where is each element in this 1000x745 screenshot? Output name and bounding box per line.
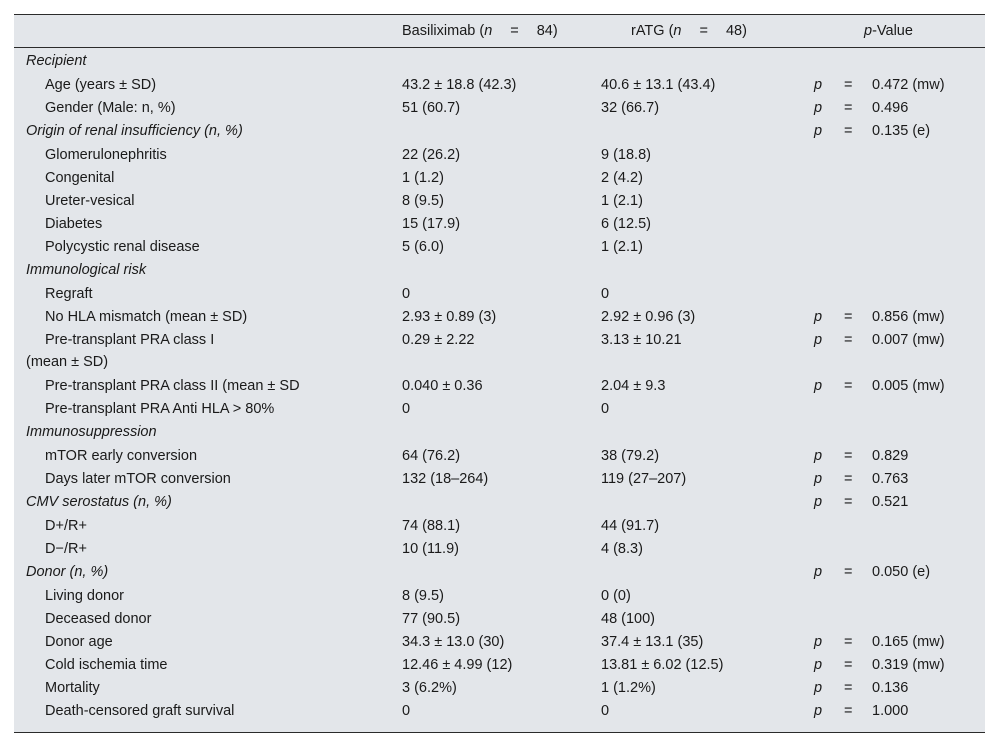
table-row bbox=[14, 654, 985, 677]
section-row bbox=[14, 50, 985, 73]
row-label: Diabetes bbox=[45, 216, 103, 232]
p-value-cell: 0.829 bbox=[872, 448, 909, 464]
header-basiliximab-count: 84) bbox=[536, 23, 558, 39]
row-label: Regraft bbox=[45, 286, 93, 302]
p-symbol: p bbox=[814, 634, 823, 650]
table-row bbox=[14, 538, 985, 561]
row-label: Death-censored graft survival bbox=[45, 703, 235, 719]
header-ratg bbox=[631, 22, 747, 40]
section-row bbox=[14, 421, 985, 444]
p-equals: = bbox=[844, 123, 853, 139]
table-row bbox=[14, 585, 985, 608]
p-equals: = bbox=[844, 680, 853, 696]
section-label: Donor (n, %) bbox=[26, 564, 109, 580]
header-p-value bbox=[864, 22, 913, 40]
header-basiliximab-eq: = bbox=[510, 23, 519, 39]
p-equals: = bbox=[844, 564, 853, 580]
basiliximab-cell: 132 (18–264) bbox=[402, 471, 489, 487]
basiliximab-cell: 43.2 ± 18.8 (42.3) bbox=[402, 77, 517, 93]
header-p-label: -Value bbox=[872, 23, 913, 39]
ratg-cell: 1 (1.2%) bbox=[601, 680, 656, 696]
p-symbol: p bbox=[814, 448, 823, 464]
ratg-cell: 2.04 ± 9.3 bbox=[601, 378, 666, 394]
table-row bbox=[14, 329, 985, 375]
basiliximab-cell: 8 (9.5) bbox=[402, 588, 444, 604]
header-ratg-eq: = bbox=[699, 23, 708, 39]
table-row bbox=[14, 74, 985, 97]
row-label: D+/R+ bbox=[45, 518, 87, 534]
row-label: Pre-transplant PRA class II (mean ± SD bbox=[45, 378, 300, 394]
table-row bbox=[14, 213, 985, 236]
p-value-cell: 0.005 (mw) bbox=[872, 378, 945, 394]
p-symbol: p bbox=[814, 309, 823, 325]
ratg-cell: 38 (79.2) bbox=[601, 448, 660, 464]
row-label: Glomerulonephritis bbox=[45, 147, 167, 163]
p-symbol: p bbox=[814, 703, 823, 719]
header-basiliximab bbox=[402, 22, 558, 40]
row-label: Pre-transplant PRA class I bbox=[45, 332, 215, 348]
basiliximab-cell: 74 (88.1) bbox=[402, 518, 461, 534]
p-symbol: p bbox=[814, 332, 823, 348]
basiliximab-cell: 2.93 ± 0.89 (3) bbox=[402, 309, 497, 325]
row-label: Living donor bbox=[45, 588, 124, 604]
table-header bbox=[14, 15, 985, 48]
p-symbol: p bbox=[814, 657, 823, 673]
header-basiliximab-n: n bbox=[484, 23, 493, 39]
ratg-cell: 0 bbox=[601, 286, 610, 302]
ratg-cell: 2.92 ± 0.96 (3) bbox=[601, 309, 696, 325]
basiliximab-cell: 3 (6.2%) bbox=[402, 680, 457, 696]
p-equals: = bbox=[844, 100, 853, 116]
basiliximab-cell: 0 bbox=[402, 401, 411, 417]
header-ratg-n: n bbox=[673, 23, 682, 39]
basiliximab-cell: 0 bbox=[402, 703, 411, 719]
section-label: CMV serostatus (n, %) bbox=[26, 494, 172, 510]
p-equals: = bbox=[844, 332, 853, 348]
basiliximab-cell: 22 (26.2) bbox=[402, 147, 461, 163]
ratg-cell: 48 (100) bbox=[601, 611, 656, 627]
p-symbol: p bbox=[814, 123, 823, 139]
ratg-cell: 1 (2.1) bbox=[601, 193, 643, 209]
ratg-cell: 32 (66.7) bbox=[601, 100, 660, 116]
table-row bbox=[14, 398, 985, 421]
basiliximab-cell: 12.46 ± 4.99 (12) bbox=[402, 657, 513, 673]
p-value-cell: 0.135 (e) bbox=[872, 123, 931, 139]
table-row bbox=[14, 445, 985, 468]
p-equals: = bbox=[844, 77, 853, 93]
basiliximab-cell: 64 (76.2) bbox=[402, 448, 461, 464]
table-row bbox=[14, 677, 985, 700]
ratg-cell: 37.4 ± 13.1 (35) bbox=[601, 634, 704, 650]
section-label: Origin of renal insufficiency (n, %) bbox=[26, 123, 243, 139]
p-symbol: p bbox=[814, 564, 823, 580]
p-symbol: p bbox=[814, 77, 823, 93]
table-row bbox=[14, 167, 985, 190]
table-row bbox=[14, 190, 985, 213]
table-row bbox=[14, 468, 985, 491]
ratg-cell: 4 (8.3) bbox=[601, 541, 643, 557]
section-label: Recipient bbox=[26, 53, 87, 69]
section-row bbox=[14, 120, 985, 143]
p-symbol: p bbox=[814, 680, 823, 696]
ratg-cell: 2 (4.2) bbox=[601, 170, 643, 186]
ratg-cell: 13.81 ± 6.02 (12.5) bbox=[601, 657, 724, 673]
table-row bbox=[14, 700, 985, 723]
table-row bbox=[14, 283, 985, 306]
p-value-cell: 0.136 bbox=[872, 680, 909, 696]
row-label-continued: (mean ± SD) bbox=[26, 354, 109, 370]
section-row bbox=[14, 491, 985, 514]
row-label: Congenital bbox=[45, 170, 115, 186]
basiliximab-cell: 5 (6.0) bbox=[402, 239, 444, 255]
p-symbol: p bbox=[814, 494, 823, 510]
row-label: Polycystic renal disease bbox=[45, 239, 200, 255]
row-label: Donor age bbox=[45, 634, 113, 650]
p-equals: = bbox=[844, 494, 853, 510]
p-value-cell: 0.050 (e) bbox=[872, 564, 931, 580]
p-value-cell: 0.007 (mw) bbox=[872, 332, 945, 348]
section-label: Immunosuppression bbox=[26, 424, 157, 440]
ratg-cell: 1 (2.1) bbox=[601, 239, 643, 255]
header-ratg-label: rATG ( bbox=[631, 23, 674, 39]
p-equals: = bbox=[844, 634, 853, 650]
basiliximab-cell: 34.3 ± 13.0 (30) bbox=[402, 634, 505, 650]
p-value-cell: 0.763 bbox=[872, 471, 909, 487]
p-equals: = bbox=[844, 703, 853, 719]
data-table bbox=[14, 14, 985, 733]
basiliximab-cell: 0.29 ± 2.22 bbox=[402, 332, 475, 348]
p-value-cell: 1.000 bbox=[872, 703, 909, 719]
row-label: Mortality bbox=[45, 680, 100, 696]
p-equals: = bbox=[844, 378, 853, 394]
ratg-cell: 0 (0) bbox=[601, 588, 631, 604]
section-label: Immunological risk bbox=[26, 262, 147, 278]
basiliximab-cell: 10 (11.9) bbox=[402, 541, 459, 557]
ratg-cell: 9 (18.8) bbox=[601, 147, 651, 163]
p-value-cell: 0.319 (mw) bbox=[872, 657, 945, 673]
row-label: Deceased donor bbox=[45, 611, 152, 627]
ratg-cell: 40.6 ± 13.1 (43.4) bbox=[601, 77, 716, 93]
table-row bbox=[14, 306, 985, 329]
row-label: Age (years ± SD) bbox=[45, 77, 157, 93]
row-label: No HLA mismatch (mean ± SD) bbox=[45, 309, 248, 325]
ratg-cell: 119 (27–207) bbox=[601, 471, 687, 487]
basiliximab-cell: 0 bbox=[402, 286, 411, 302]
table-row bbox=[14, 608, 985, 631]
row-label: Cold ischemia time bbox=[45, 657, 168, 673]
p-equals: = bbox=[844, 657, 853, 673]
ratg-cell: 44 (91.7) bbox=[601, 518, 660, 534]
basiliximab-cell: 8 (9.5) bbox=[402, 193, 444, 209]
row-label: Ureter-vesical bbox=[45, 193, 135, 209]
p-equals: = bbox=[844, 471, 853, 487]
section-row bbox=[14, 561, 985, 584]
header-basiliximab-label: Basiliximab ( bbox=[402, 23, 485, 39]
ratg-cell: 3.13 ± 10.21 bbox=[601, 332, 682, 348]
p-equals: = bbox=[844, 448, 853, 464]
row-label: Pre-transplant PRA Anti HLA > 80% bbox=[45, 401, 275, 417]
basiliximab-cell: 15 (17.9) bbox=[402, 216, 461, 232]
section-row bbox=[14, 259, 985, 282]
header-p: p bbox=[864, 23, 873, 39]
ratg-cell: 0 bbox=[601, 703, 610, 719]
basiliximab-cell: 0.040 ± 0.36 bbox=[402, 378, 483, 394]
basiliximab-cell: 77 (90.5) bbox=[402, 611, 461, 627]
table-row bbox=[14, 236, 985, 259]
p-value-cell: 0.496 bbox=[872, 100, 909, 116]
p-equals: = bbox=[844, 309, 853, 325]
p-symbol: p bbox=[814, 100, 823, 116]
row-label: D−/R+ bbox=[45, 541, 87, 557]
ratg-cell: 0 bbox=[601, 401, 610, 417]
p-symbol: p bbox=[814, 471, 823, 487]
row-label: mTOR early conversion bbox=[45, 448, 198, 464]
p-value-cell: 0.856 (mw) bbox=[872, 309, 945, 325]
table-row bbox=[14, 144, 985, 167]
basiliximab-cell: 1 (1.2) bbox=[402, 170, 444, 186]
table-row bbox=[14, 97, 985, 120]
p-value-cell: 0.521 bbox=[872, 494, 909, 510]
p-symbol: p bbox=[814, 378, 823, 394]
row-label: Gender (Male: n, %) bbox=[45, 100, 176, 116]
header-ratg-count: 48) bbox=[725, 23, 747, 39]
ratg-cell: 6 (12.5) bbox=[601, 216, 651, 232]
table-row bbox=[14, 375, 985, 398]
p-value-cell: 0.472 (mw) bbox=[872, 77, 945, 93]
p-value-cell: 0.165 (mw) bbox=[872, 634, 945, 650]
table-row bbox=[14, 515, 985, 538]
table-row bbox=[14, 631, 985, 654]
basiliximab-cell: 51 (60.7) bbox=[402, 100, 461, 116]
row-label: Days later mTOR conversion bbox=[45, 471, 231, 487]
